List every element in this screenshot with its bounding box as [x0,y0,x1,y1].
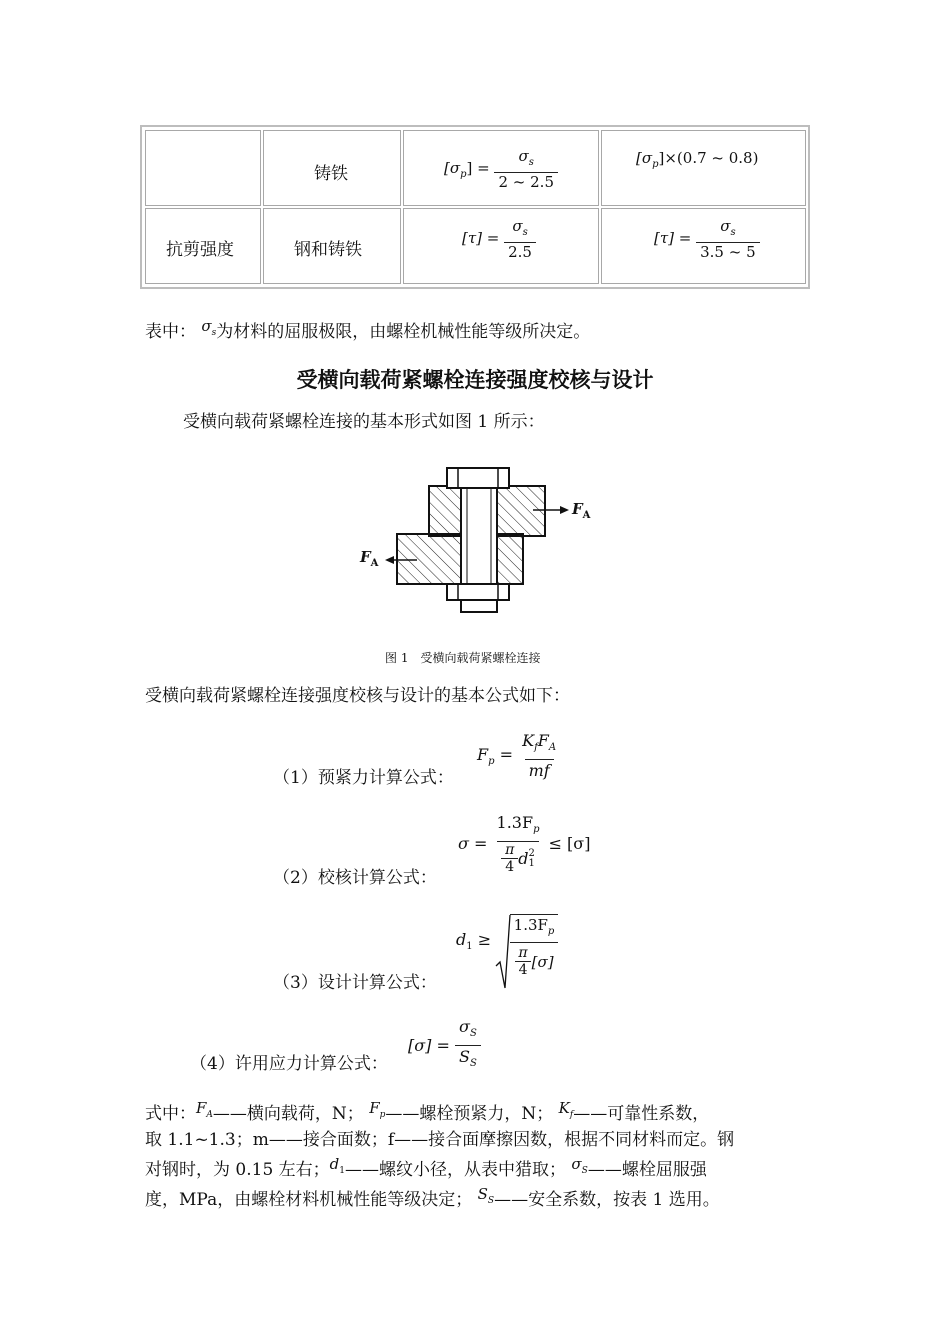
material-label: 铸铁 [314,164,348,184]
table-cell [403,208,599,284]
table-cell [145,208,261,284]
force-label-right: $F_A$ [572,500,591,521]
legend-line-1: 式中：$F_A——$横向载荷，N； $F_p——$螺栓预紧力，N； $K_f——$可靠性系数， [145,1099,710,1124]
table-cell [263,208,401,284]
formula-1-label: （1）预紧力计算公式： [273,768,454,788]
section-heading: 受横向载荷紧螺栓连接强度校核与设计 [296,368,654,392]
formula-4: [σ] = $\frac{\sigma_S}{S_S}$ [408,1016,481,1075]
formula-2: σ = $1.3F_p$ $\frac{\pi}{4}$ d 2 1 ≤ [σ] [458,813,591,876]
table-cell [145,130,261,206]
table-cell [601,208,806,284]
legend-line-2: 取 1.1~1.3；m——接合面数；f——接合面摩擦因数，根据不同材料而定。钢 [145,1130,735,1150]
table-cell [601,130,806,206]
strength-table [140,125,810,289]
note-prefix: 表中： [145,322,196,342]
legend-line-4: 度，MPa，由螺栓材料机械性能等级决定； $S_S——$安全系数，按表 1 选用。 [145,1185,720,1210]
table-note [145,317,591,349]
property-label: 抗剪强度 [166,240,234,260]
force-label-left: $F_A$ [360,548,379,569]
note-text: 为材料的屈服极限，由螺栓机械性能等级所决定。 [216,322,591,342]
figure-caption: 图 1 受横向载荷紧螺栓连接 [385,651,541,665]
bolt-joint-figure [355,462,600,617]
formula-2-label: （2）校核计算公式： [273,868,437,888]
formula-3-label: （3）设计计算公式： [273,973,437,993]
intro-paragraph: 受横向载荷紧螺栓连接的基本形式如图 1 所示： [183,412,545,432]
legend-line-3: 对钢时，为 0.15 左右；$d_1——$螺纹小径，从表中猎取； $\sigma_S——$螺栓屈服强 [145,1155,707,1180]
formula-allowable-tension: $[\sigma_p]$ = $\frac{\sigma_s}{2 \sim 2.5}$ [444,147,558,191]
sigma-s-symbol: $\sigma_s$ [201,317,217,338]
formula-tension-factor: $[\sigma_p]\times(0.7$ ~ 0.8) [636,149,759,170]
bolt-shank [461,488,497,598]
material-label: 钢和铸铁 [294,240,362,260]
formula-4-label: （4）许用应力计算公式： [190,1054,388,1074]
formula-shear-range: [τ] = $\frac{\sigma_s}{3.5 \sim 5}$ [654,217,760,261]
formula-1: $F_p$ = $\frac{K_fF_A}{mf}$ [477,731,557,781]
formulas-intro: 受横向载荷紧螺栓连接强度校核与设计的基本公式如下： [145,686,570,706]
table-cell [263,130,401,206]
table-cell [403,130,599,206]
nut [447,584,509,600]
bolt-head [447,468,509,488]
formula-allowable-shear: [τ] = $\frac{\sigma_s}{2.5}$ [462,217,536,261]
